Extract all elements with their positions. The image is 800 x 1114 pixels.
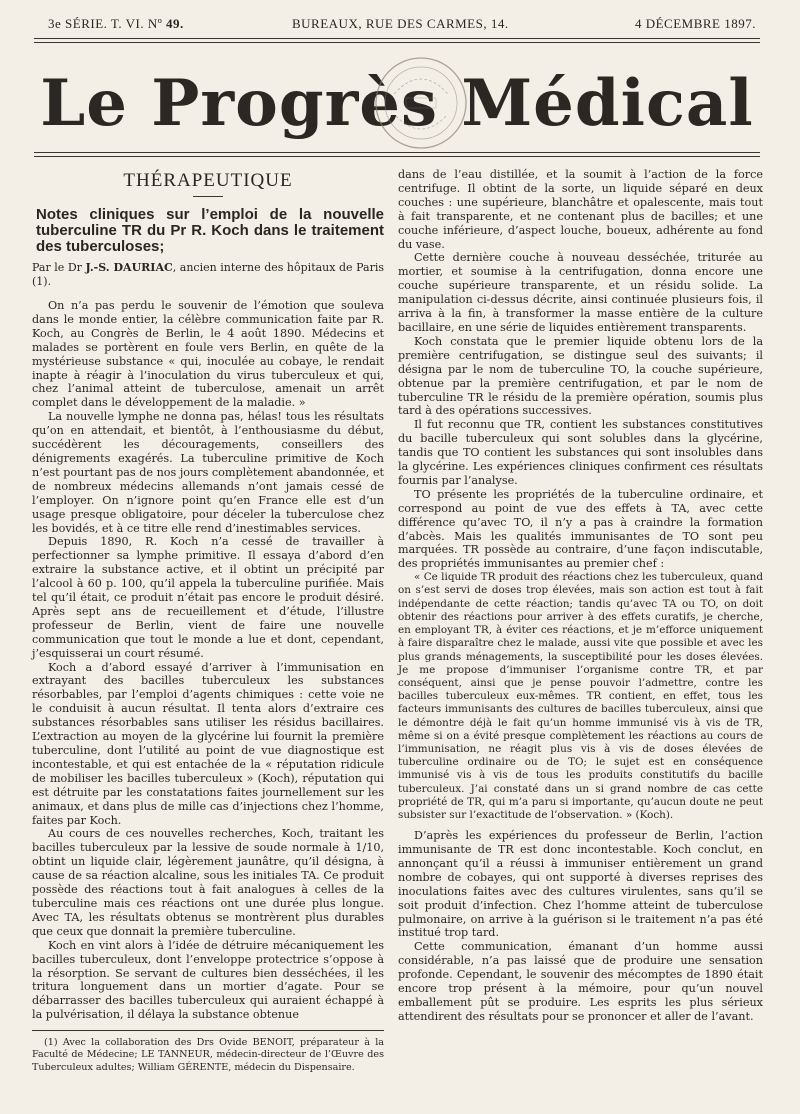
paragraph: Depuis 1890, R. Koch n’a cessé de travailler à perfectionner sa lymphe primitive. Il essaya d’abord d’en extraire la substance active, et il obtint un précipité par l’alcool à 60 p. 100, qu’il appela la tuberculine purifiée. Mais tel qu’il était, ce produit n’était pas encore le produit désiré. Après sept ans de recueillement et d’étude, l’illustre professeur de Berlin, vient de faire une nouvelle communication que tout le monde a lue et dont, cependant, j’esquisserai un court résumé.	[32, 535, 384, 660]
byline-prefix: Par le Dr	[32, 261, 86, 274]
paragraph: La nouvelle lymphe ne donna pas, hélas! tous les résultats qu’on en attendait, et bientôt, à l’enthousiasme du début, succédèrent les découragements, conseillers des dénigrements exagérés. La tuberculine primitive de Koch n’est pourtant pas de nos jours complètement abandonnée, et de nombreux médecins allemands n’ont jamais cessé de l’employer. On n’ignore point qu’en France elle est d’un usage presque obligatoire, pour déceler la tuberculose chez les bovidés, et à ce titre elle rend d’inestimables services.	[32, 410, 384, 535]
koch-quote: « Ce liquide TR produit des réactions chez les tuberculeux, quand on s’est servi de doses trop élevées, mais son action est tout à fait indépendante de cette réaction; tandis qu’avec TA ou TO, on doit obtenir des réactions pour arriver à des effets curatifs, je cherche, en employant TR, à éviter ces réactions, et je m’efforce uniquement à faire disparaître chez le malade, aussi vite que possible et avec les plus grands ménagements, la susceptibilité pour les doses élevées. Je me propose d’immuniser l’organisme contre TR, et par conséquent, ainsi que je pense pouvoir l’admettre, contre les bacilles tuberculeux eux-mêmes. TR contient, en effet, tous les facteurs immunisants des cultures de bacilles tuberculeux, ainsi que le démontre déjà le fait qu’un homme immunisé vis à vis de TR, même si on a évité presque complètement les réactions au cours de l’immunisation, ne réagit plus vis à vis de doses élevées de tuberculine ordinaire ou de TO; le sujet est en conséquence immunisé vis à vis de tous les produits constitutifs du bacille tuberculeux. J’ai constaté dans un si grand nombre de cas cette propriété de TR, qui m’a paru si importante, qu’aucun doute ne peut subsister sur l’exactitude de l’observation. » (Koch).	[398, 571, 763, 821]
byline	[32, 261, 384, 289]
issue-number: 49.	[166, 16, 184, 31]
bureau-address: BUREAUX, RUE DES CARMES, 14.	[292, 16, 509, 31]
paragraph: dans de l’eau distillée, et la soumit à l’action de la force centrifuge. Il obtint de la sorte, un liquide séparé en deux couches : une supérieure, blanchâtre et opalescente, mais tout à fait transparente, et ne contenant plus de bacilles; et une couche inférieure, d’aspect louche, boueux, adhérente au fond du vase.	[398, 168, 763, 251]
library-stamp-icon	[372, 54, 470, 152]
byline-author: J.-S. DAURIAC	[85, 261, 173, 274]
right-column	[398, 168, 763, 1024]
header-rule-thin	[34, 42, 760, 43]
paragraph: Cette dernière couche à nouveau desséchée, triturée au mortier, et soumise à la centrifugation, donna encore une couche supérieure transparente, et un résidu solide. La manipulation ci-dessus décrite, ainsi continuée plusieurs fois, il arriva à la fin, à transformer la masse entière de la culture bacillaire, en une série de liquides entièrement transparents.	[398, 251, 763, 334]
header-rule	[34, 38, 760, 39]
paragraph: On n’a pas perdu le souvenir de l’émotion que souleva dans le monde entier, la célèbre communication faite par R. Koch, au Congrès de Berlin, le 4 août 1890. Médecins et malades se portèrent en foule vers Berlin, en quête de la mystérieuse substance « qui, inoculée au cobaye, le rendait inapte à réagir à l’inoculation du virus tuberculeux et qui, chez l’animal atteint de tuberculose, amenait un arrêt complet dans le développement de la maladie. »	[32, 299, 384, 410]
byline-suffix: , ancien interne des hôpitaux de Paris (1).	[32, 261, 385, 288]
left-column	[32, 168, 384, 1074]
paragraph: Cette communication, émanant d’un homme aussi considérable, n’a pas laissé que de produire une sensation profonde. Cependant, le souvenir des mécomptes de 1890 était encore trop présent à la mémoire, pour qu’un nouvel emballement pût se produire. Les esprits les plus sérieux attendirent des résultats pour se prononcer et aller de l’avant.	[398, 940, 763, 1023]
issue-header	[30, 14, 760, 34]
spacer	[398, 822, 763, 829]
paragraph: Koch constata que le premier liquide obtenu lors de la première centrifugation, se distingue seul des suivants; il désigna par le nom de tuberculine TO, la couche supérieure, obtenue par la première centrifugation, et par le nom de tuberculine TR le résidu de la première opération, soumis plus tard à des opérations successives.	[398, 334, 763, 418]
paragraph: Il fut reconnu que TR, contient les substances constitutives du bacille tuberculeux qui sont solubles dans la glycérine, tandis que TO contient les substances qui sont insolubles dans la glycérine. Les expériences cliniques confirment ces résultats fournis par l’analyse.	[398, 418, 763, 487]
masthead-rule	[34, 152, 760, 153]
paragraph: TO présente les propriétés de la tuberculine ordinaire, et correspond au point de vue des effets à TA, avec cette différence qu’avec TO, il n’y a pas à craindre la formation d’abcès. Mais les qualités immunisantes de TO sont peu marquées. TR possède au contraire, d’une façon indiscutable, des propriétés immunisantes au premier chef :	[398, 487, 763, 571]
series-info	[48, 16, 184, 32]
footnote: (1) Avec la collaboration des Drs Ovide BENOIT, préparateur à la Faculté de Médecine; LE TANNEUR, médecin-directeur de l’Œuvre des Tuberculeux adultes; William GÉRENTE, médecin du Dispensaire.	[32, 1037, 384, 1073]
article-title: Notes cliniques sur l’emploi de la nouvelle tuberculine TR du Pr R. Koch dans le traitement des tuberculoses;	[36, 206, 384, 255]
paragraph: Koch en vint alors à l’idée de détruire mécaniquement les bacilles tuberculeux, dont l’enveloppe protectrice s’oppose à la résorption. Se servant de cultures bien desséchées, il les tritura longuement dans un mortier d’agate. Pour se débarrasser des bacilles tuberculeux qui auraient échappé à la pulvérisation, il délaya la substance obtenue	[32, 938, 384, 1022]
paragraph: D’après les expériences du professeur de Berlin, l’action immunisante de TR est donc incontestable. Koch conclut, en annonçant qu’il a réussi à immuniser entièrement un grand nombre de cobayes, qui ont supporté à diverses reprises des inoculations faites avec des cultures virulentes, sans qu’il se soit produit d’infection. Chez l’homme atteint de tuberculose pulmonaire, on arrive à la guérison si le traitement n’a pas été institué trop tard.	[398, 829, 763, 940]
footnote-rule	[32, 1030, 384, 1031]
masthead-rule-thin	[34, 156, 760, 157]
section-title: THÉRAPEUTIQUE	[123, 170, 293, 191]
paragraph: Au cours de ces nouvelles recherches, Koch, traitant les bacilles tuberculeux par la lessive de soude normale à 1/10, obtint un liquide clair, légèrement jaunâtre, qu’il désigna, à cause de sa réaction alcaline, sous les initiales TA. Ce produit possède des réactions tout à fait analogues à celles de la tuberculine mais ces réactions ont une durée plus longue. Avec TA, les résultats obtenus se montrèrent plus durables que ceux que donnait la première tuberculine.	[32, 827, 384, 938]
section-divider	[193, 196, 223, 197]
masthead-title: Le Progrès Médical	[40, 66, 754, 141]
series-label: 3e SÉRIE. T. VI. Nº	[48, 16, 167, 31]
paragraph: Koch a d’abord essayé d’arriver à l’immunisation en extrayant des bacilles tuberculeux les substances résorbables, par l’emploi d’agents chimiques : cette voie ne le conduisit à aucun résultat. Il tenta alors d’extraire ces substances résorbables sans utiliser les résidus bacillaires. L’extraction au moyen de la glycérine lui fournit la première tuberculine, dont l’utilité au point de vue diagnostique est incontestable, et qui est entachée de la « réputation ridicule de mobiliser les bacilles tuberculeux » (Koch), réputation qui est détruite par les constatations faites journellement sur les animaux, et dans plus de mille cas d’injections chez l’homme, faites par Koch.	[32, 660, 384, 827]
issue-date: 4 DÉCEMBRE 1897.	[634, 16, 756, 31]
